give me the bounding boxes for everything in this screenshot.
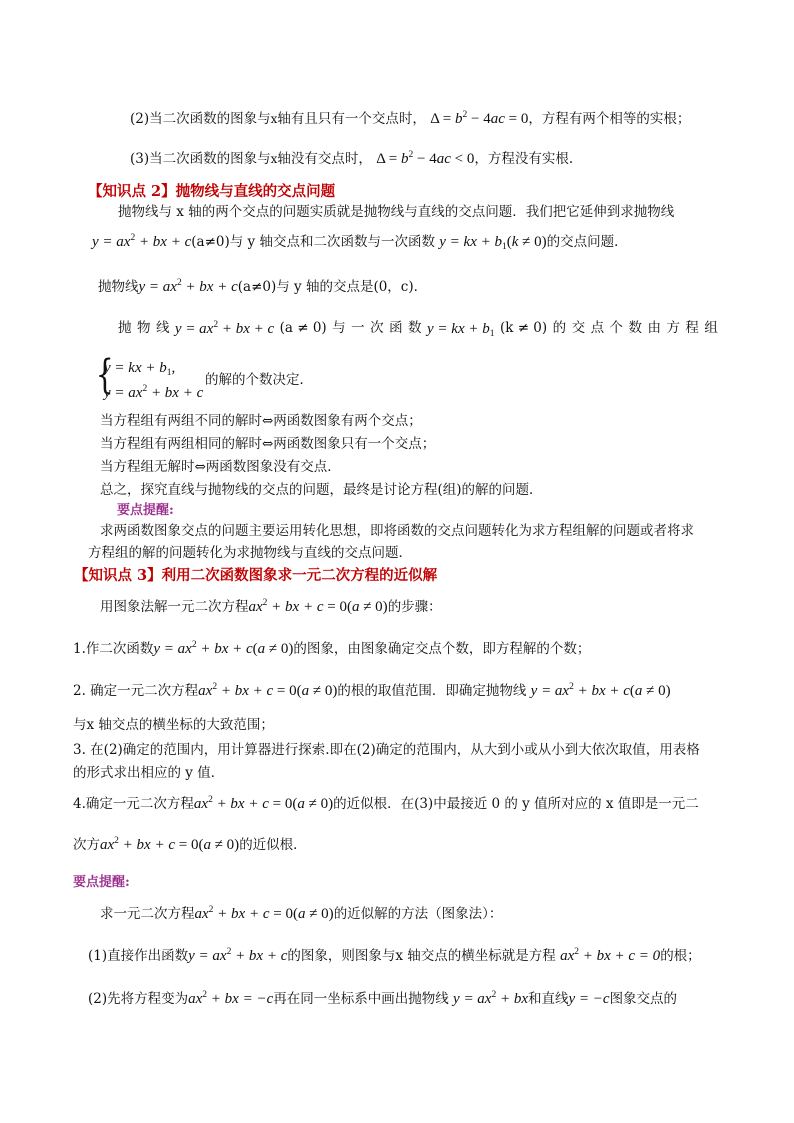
knowledge-point-2-heading: 【知识点 2】抛物线与直线的交点问题 xyxy=(88,183,336,200)
method-2: (2)先将方程变为$ax^2$ + bx = −c再在同一坐标系中画出抛物线 $y = ax^2$ + bx和直线y = −c图象交点的 xyxy=(88,990,678,1007)
paragraph-intro: 抛物线与 x 轴的两个交点的问题实质就是抛物线与直线的交点问题．我们把它延伸到求抛物线 xyxy=(118,204,675,220)
step-1: 1.作二次函数$y = ax^2$ + bx + c(a ≠ 0)的图象，由图象确定交点个数，即方程解的个数； xyxy=(73,640,591,657)
case-no-root-line: (3)当二次函数的图象与x轴没有交点时， $\Delta = b^2 - 4ac < 0$，方程没有实根. xyxy=(130,150,574,167)
delta-negative-formula: $\Delta = b^2 - 4ac < 0$ xyxy=(376,150,475,167)
system-decides-text: 的解的个数决定． xyxy=(205,372,313,388)
case-one-root-line: (2)当二次函数的图象与x轴有且只有一个交点时， $\Delta = b^2 - 4ac = 0$，方程有两个相等的实根； xyxy=(130,110,691,127)
case-two-solutions: 当方程组有两组不同的解时⇔两函数图象有两个交点； xyxy=(100,413,422,429)
line-formula: y = kx + $b_1$ xyxy=(439,234,507,252)
step-3a: 3. 在(2)确定的范围内，用计算器进行探索.即在(2)确定的范围内，从大到小或从小到大依次取值，用表格 xyxy=(73,742,700,758)
tip-text-1b: 方程组的解的问题转化为求抛物线与直线的交点问题． xyxy=(88,545,412,561)
knowledge-point-3-heading: 【知识点 3】利用二次函数图象求一元二次方程的近似解 xyxy=(74,567,438,584)
system-brace: { xyxy=(95,352,114,398)
y-intercept-line: 抛物线$y = ax^2$ + bx + c(a≠0)与 y 轴的交点是(0，c)． xyxy=(98,278,428,295)
method-1: (1)直接作出函数$y = ax^2$ + bx + c的图象，则图象与x 轴交点的横坐标就是方程 $ax^2$ + bx + c = 0的根； xyxy=(88,947,701,964)
steps-intro: 用图象法解一元二次方程$ax^2$ + bx + c = 0(a ≠ 0)的步骤： xyxy=(100,598,442,615)
case-no-solution: 当方程组无解时⇔两函数图象没有交点． xyxy=(100,459,341,475)
summary-line: 总之，探究直线与抛物线的交点的问题，最终是讨论方程(组)的解的问题． xyxy=(100,482,543,498)
paragraph-intro-2: $y = ax^2$ + bx + c(a≠0)与 y 轴交点和二次函数与一次函数 y = kx + $b_1(k \ne 0)$的交点问题． xyxy=(92,233,628,252)
step-4: 4.确定一元二次方程$ax^2$ + bx + c = 0(a ≠ 0)的近似根．在(3)中最接近 0 的 y 值所对应的 x 值即是一元二 xyxy=(73,795,699,812)
tip-label-2: 要点提醒: xyxy=(73,875,130,890)
method-intro: 求一元二次方程$ax^2$ + bx + c = 0(a ≠ 0)的近似解的方法（图象法）： xyxy=(100,905,503,922)
step-2b: 与x 轴交点的横坐标的大致范围； xyxy=(73,717,274,733)
system-eq-2: $y = ax^2$ + bx + c xyxy=(104,384,204,401)
tip-label-1: 要点提醒: xyxy=(117,503,174,518)
intersection-count-line: 抛 物 线 $y = ax^2$ + bx + c (a ≠ 0) 与 一 次 函 数 y = kx + $b_1$ (k ≠ 0) 的 交 点 个 数 由 方 程 组 xyxy=(118,320,718,339)
delta-zero-formula: $\Delta = b^2 - 4ac = 0$ xyxy=(430,110,529,127)
system-eq-1: y = kx + $b_1$, xyxy=(104,360,176,378)
tip-text-1a: 求两函数图象交点的问题主要运用转化思想，即将函数的交点问题转化为求方程组解的问题或者将求 xyxy=(100,523,694,539)
parabola-formula: $y = ax^2$ + bx + c xyxy=(92,233,192,250)
case-same-solutions: 当方程组有两组相同的解时⇔两函数图象只有一个交点； xyxy=(100,436,436,452)
step-4b: 次方$ax^2$ + bx + c = 0(a ≠ 0)的近似根． xyxy=(73,836,307,853)
step-3b: 的形式求出相应的 y 值． xyxy=(73,765,225,781)
step-2: 2. 确定一元二次方程$ax^2$ + bx + c = 0(a ≠ 0)的根的取值范围．即确定抛物线 $y = ax^2$ + bx + c(a ≠ 0) xyxy=(73,682,671,699)
